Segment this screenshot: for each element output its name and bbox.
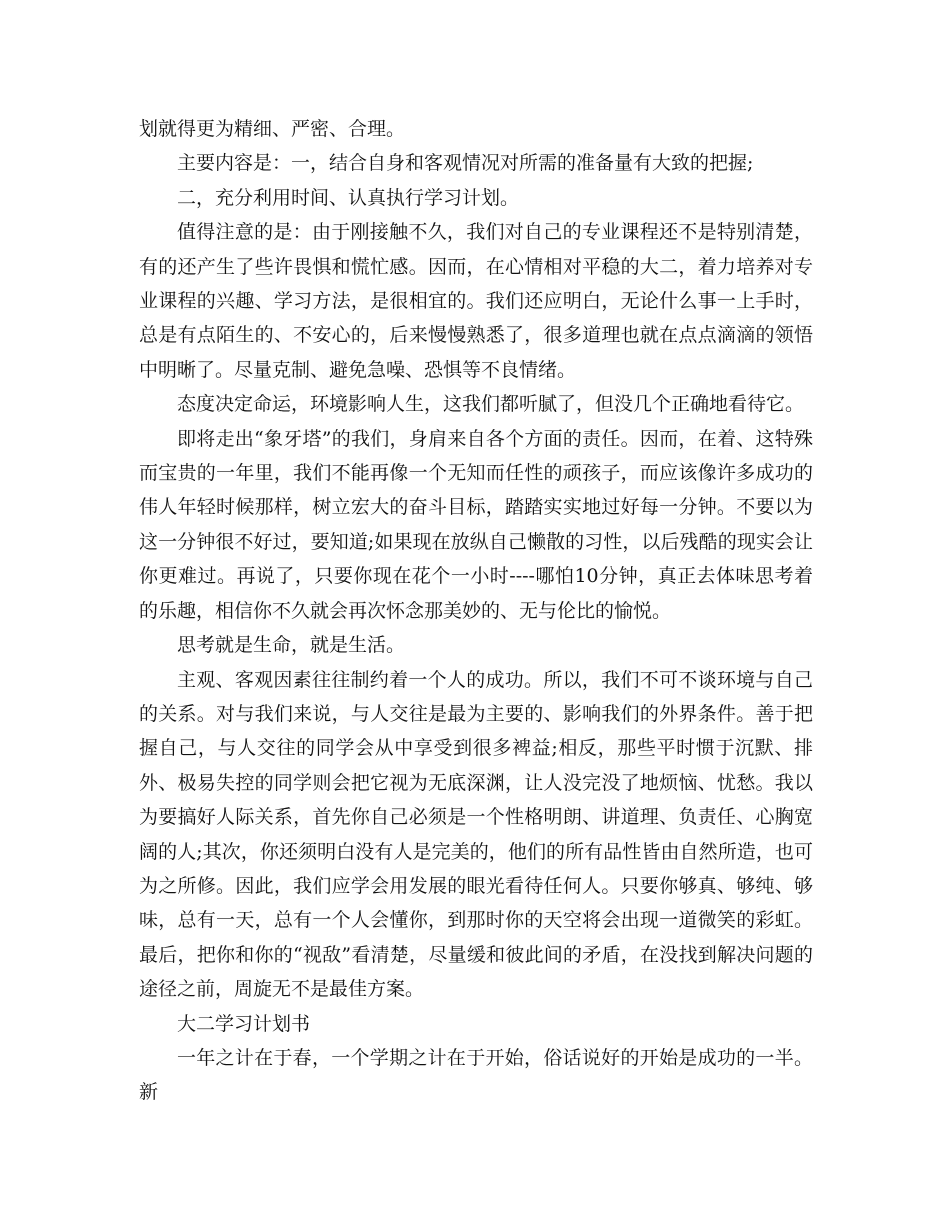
paragraph-thinking: 思考就是生命，就是生活。 bbox=[177, 634, 406, 657]
paragraph-second-point: 二，充分利用时间、认真执行学习计划。 bbox=[177, 186, 520, 209]
paragraph-relationships: 主观、客观因素往往制约着一个人的成功。所以，我们不可不谈环境与自己的关系。对与我们来说，与人交往是最为主要的、影响我们的外界条件。善于把握自己，与人交往的同学会从中享受到很多裨益;相反，那些平时惯于沉默、排外、极易失控的同学则会把它视为无底深渊，让人没完没了地烦恼、忧愁。我以为要搞好人际关系，首先你自己必须是一个性格明朗、讲道理、负责任、心胸宽阔的人;其次，你还须明白没有人是完美的，他们的所有品性皆由自然所造，也可为之所修。因此，我们应学会用发展的眼光看待任何人。只要你够真、够纯、够味，总有一天，总有一个人会懂你，到那时你的天空将会出现一道微笑的彩虹。最后，把你和你的“视敌”看清楚，尽量缓和彼此间的矛盾，在没找到解决问题的途径之前，周旋无不是最佳方案。 bbox=[139, 668, 813, 1001]
paragraph-attention: 值得注意的是：由于刚接触不久，我们对自己的专业课程还不是特别清楚，有的还产生了些许畏惧和慌忙感。因而，在心情相对平稳的大二，着力培养对专业课程的兴趣、学习方法，是很相宜的。我们还应明白，无论什么事一上手时，总是有点陌生的、不安心的，后来慢慢熟悉了，很多道理也就在点点滴滴的领悟中明晰了。尽量克制、避免急噪、恐惧等不良情绪。 bbox=[139, 221, 813, 381]
paragraph-attitude: 态度决定命运，环境影响人生，这我们都听腻了，但没几个正确地看待它。 bbox=[177, 393, 805, 416]
paragraph-ivory-tower: 即将走出“象牙塔”的我们，身肩来自各个方面的责任。因而，在着、这特殊而宝贵的一年里，我们不能再像一个无知而任性的顽孩子，而应该像许多成功的伟人年轻时候那样，树立宏大的奋斗目标，踏踏实实地过好每一分钟。不要以为这一分钟很不好过，要知道;如果现在放纵自己懒散的习性，以后残酷的现实会让你更难过。再说了，只要你现在花个一小时----哪怕10分钟，真正去体味思考着的乐趣，相信你不久就会再次怀念那美妙的、无与伦比的愉悦。 bbox=[139, 427, 813, 622]
paragraph-main-content: 主要内容是：一，结合自身和客观情况对所需的准备量有大致的把握; bbox=[177, 152, 754, 175]
document-body bbox=[139, 112, 813, 1110]
section-heading: 大二学习计划书 bbox=[177, 1012, 311, 1035]
paragraph-new-semester: 一年之计在于春，一个学期之计在于开始，俗话说好的开始是成功的一半。新 bbox=[139, 1046, 813, 1104]
paragraph-continuation: 划就得更为精细、严密、合理。 bbox=[139, 118, 406, 140]
